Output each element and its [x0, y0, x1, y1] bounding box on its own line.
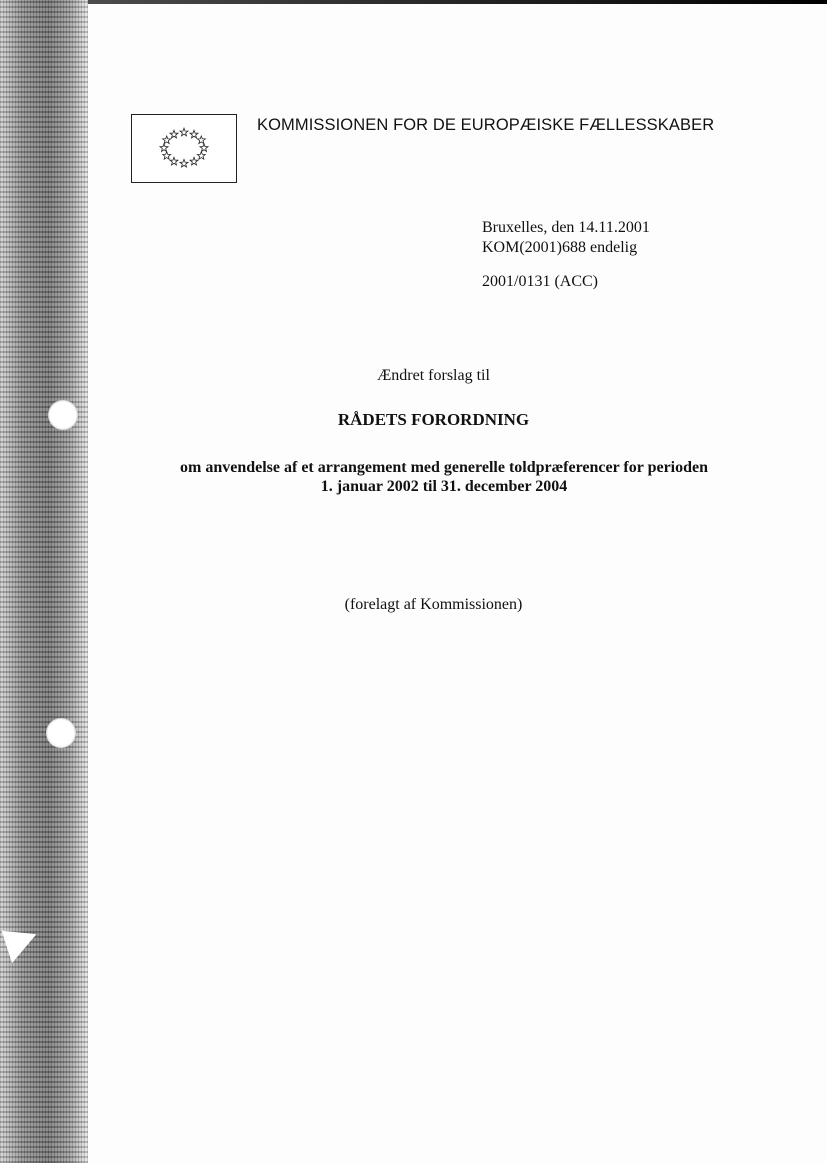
reference-block [482, 218, 650, 292]
star-icon [170, 157, 178, 165]
scanned-binding-edge [0, 0, 88, 1163]
star-icon [180, 128, 188, 136]
punch-hole [46, 718, 76, 748]
institution-name: KOMMISSIONEN FOR DE EUROPÆISKE FÆLLESSKABER [257, 116, 715, 134]
star-icon [197, 136, 205, 144]
document-type: Ændret forslag til [377, 367, 490, 384]
presented-by: (forelagt af Kommissionen) [344, 596, 523, 613]
com-number: KOM(2001)688 endelig [482, 239, 638, 256]
top-scan-rule [0, 0, 827, 4]
eu-flag-icon [131, 114, 237, 183]
subject-line: om anvendelse af et arrangement med generelle toldpræferencer for perioden [179, 459, 709, 476]
subject-line: 1. januar 2002 til 31. december 2004 [320, 478, 568, 495]
document-title: RÅDETS FORORDNING [337, 410, 530, 429]
star-icon [200, 144, 208, 152]
star-icon [190, 157, 198, 165]
document-subject [160, 458, 728, 496]
star-icon [190, 130, 198, 138]
procedure-number: 2001/0131 (ACC) [482, 273, 598, 290]
star-icon [163, 152, 171, 160]
place-date: Bruxelles, den 14.11.2001 [482, 219, 650, 236]
star-icon [197, 152, 205, 160]
star-icon [170, 130, 178, 138]
star-icon [160, 144, 168, 152]
star-icon [163, 136, 171, 144]
star-icon [180, 159, 188, 167]
